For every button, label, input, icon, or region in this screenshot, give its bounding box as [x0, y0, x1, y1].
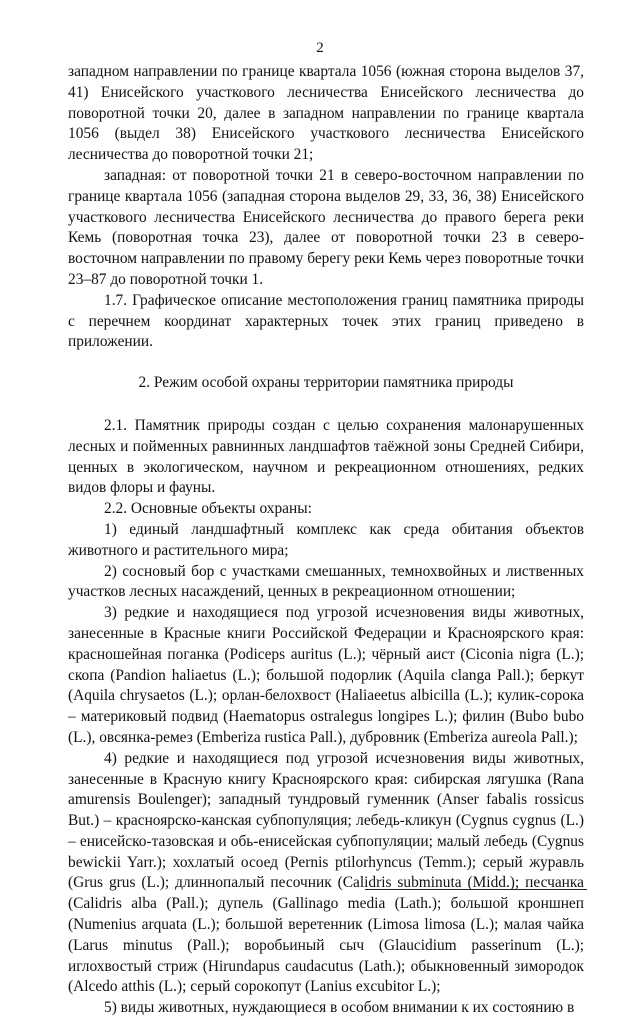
section-heading: 2. Режим особой охраны территории памятника природы: [138, 374, 514, 392]
document-body: [68, 62, 584, 1019]
list-item-red-book-rf-species: 3) редкие и находящиеся под угрозой исчезновения виды животных, занесенные в Красные книги Российской Федерации и Красноярского края: красношейная поганка (Podiceps auritus (L.); чёрный аист (Ciconia nigra (L.); скопа (Pandion haliaetus (L.); большой подорлик (Aquila clanga Pall.); беркут (Aquila chrysaetos (L.); орлан-белохвост (Haliaeetus albicilla (L.); кулик-сорока – материковый подвид (Haematopus ostralegus longipes L.); филин (Bubo bubo (L.), овсянка-ремез (Emberiza rustica Pall.), дубровник (Emberiza aureola Pall.);: [68, 604, 584, 746]
paragraph-protected-objects-title: 2.2. Основные объекты охраны:: [104, 500, 312, 518]
paragraph-purpose: 2.1. Памятник природы создан с целью сохранения малонарушенных лесных и пойменных равнинных ландшафтов таёжной зоны Средней Сибири, ценных в экологическом, научном и рекреационном отношениях, редких видов флоры и фауны.: [68, 416, 584, 497]
page-number: 2: [316, 40, 324, 56]
paragraph-western-boundary: западная: от поворотной точки 21 в северо-восточном направлении по границе квартала 1056 (западная сторона выделов 29, 33, 36, 38) Енисейского участкового лесничества Енисейского лесничества до правого берега реки Кемь (поворотная точка 23), далее от поворотной точки 23 в северо-восточном направлении по правому берегу реки Кемь через поворотные точки 23–87 до поворотной точки 1.: [68, 166, 584, 288]
paragraph-eastern-boundary-continuation: западном направлении по границе квартала 1056 (южная сторона выделов 37, 41) Енисейского участкового лесничества Енисейского лесничества до поворотной точки 20, далее в западном направлении по границе квартала 1056 (выдел 38) Енисейского участкового лесничества Енисейского лесничества до поворотной точки 21;: [68, 63, 584, 164]
paragraph-graphic-description: 1.7. Графическое описание местоположения границ памятника природы с перечнем координат характерных точек этих границ приведено в приложении.: [68, 291, 584, 351]
list-item-landscape-complex: 1) единый ландшафтный комплекс как среда обитания объектов животного и растительного мира;: [68, 520, 584, 559]
footer-rule: [365, 889, 587, 890]
list-item-red-book-krasnoyarsk-species: 4) редкие и находящиеся под угрозой исчезновения виды животных, занесенные в Красную книгу Красноярского края: сибирская лягушка (Rana amurensis Boulenger); западный тундровый гуменник (Anser fabalis rossicus But.) – красноярско-канская субпопуляция; лебедь-кликун (Cygnus cygnus (L.) – енисейско-тазовская и обь-енисейская субпопуляции; малый лебедь (Cygnus bewickii Yarr.); хохлатый осоед (Pernis ptilorhyncus (Temm.); серый журавль (Grus grus (L.); длиннопалый песочник (Calidris subminuta (Midd.); песчанка (Calidris alba (Pall.); дупель (Gallinago media (Lath.); большой кроншнеп (Numenius arquata (L.); большой веретенник (Limosa limosa (L.); малая чайка (Larus minutus (Pall.); воробьиный сыч (Glaucidium passerinum (L.); иглохвостый стриж (Hirundapus caudacutus (Lath.); обыкновенный зимородок (Alcedo atthis (L.); серый сорокопут (Lanius excubitor L.);: [68, 749, 584, 996]
list-item-species-special-attention: 5) виды животных, нуждающиеся в особом внимании к их состоянию в: [104, 999, 575, 1017]
list-item-pine-forest: 2) сосновый бор с участками смешанных, темнохвойных и лиственных участков лесных насаждений, ценных в рекреационном отношении;: [68, 562, 584, 601]
